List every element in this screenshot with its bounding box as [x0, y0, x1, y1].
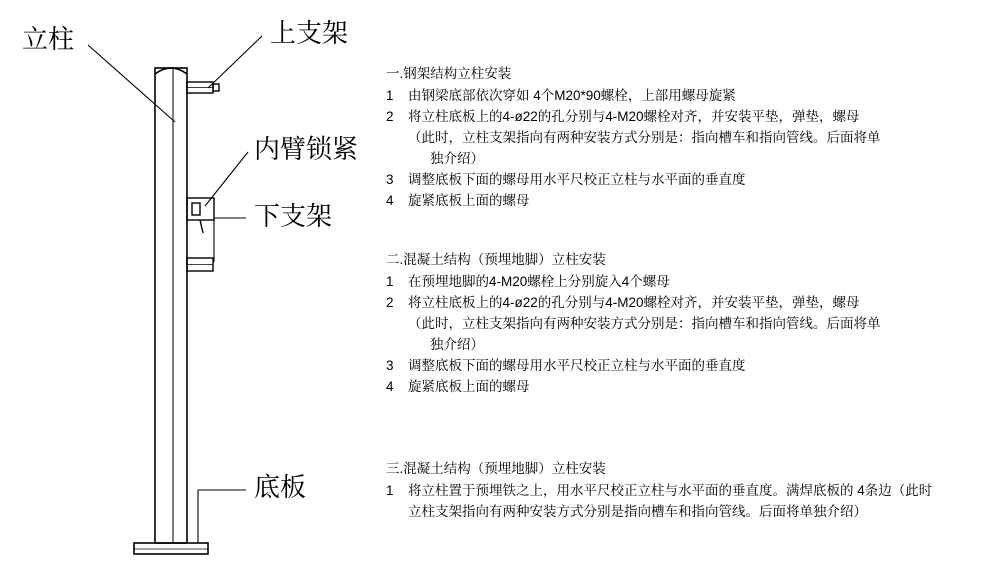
note-block-3	[386, 459, 966, 523]
note-title: 一.钢架结构立柱安装	[386, 66, 512, 81]
note-text: 独介绍）	[430, 337, 484, 353]
label-base-plate: 底板	[254, 472, 307, 502]
note-item	[386, 107, 966, 170]
note-item	[386, 356, 966, 377]
note-text: （此时，立柱支架指向有两种安装方式分别是：指向槽车和指向管线。后面将单	[408, 316, 881, 332]
note-text: 在预埋地脚的4-M20螺栓上分别旋入4个螺母	[408, 274, 670, 290]
note-text: 将立柱底板上的4-ø22的孔分别与4-M20螺栓对齐，并安装平垫，弹垫，螺母	[408, 108, 860, 124]
note-title: 三.混凝土结构（预埋地脚）立柱安装	[386, 460, 606, 476]
note-number: 4	[386, 192, 394, 208]
note-block-2	[386, 250, 966, 397]
label-lower-bracket: 下支架	[254, 201, 333, 231]
installation-notes	[386, 64, 966, 540]
note-text: 独介绍）	[430, 150, 484, 166]
note-number: 3	[386, 358, 394, 374]
note-number: 2	[386, 108, 394, 124]
column-shape	[134, 68, 208, 554]
notes-spacer	[386, 437, 966, 459]
note-text: 立柱支架指向有两种安装方式分别是指向槽车和指向管线。后面将单独介绍）	[408, 503, 867, 519]
label-inner-arm-lock: 内臂锁紧	[254, 134, 359, 164]
notes-spacer	[386, 415, 966, 437]
note-title: 二.混凝土结构（预埋地脚）立柱安装	[386, 252, 606, 268]
note-text: 由钢梁底部依次穿如 4个M20*90螺栓，上部用螺母旋紧	[408, 87, 736, 103]
note-number: 1	[386, 482, 394, 498]
note-item	[386, 86, 966, 107]
note-text: 调整底板下面的螺母用水平尺校正立柱与水平面的垂直度	[408, 171, 746, 187]
note-text: 将立柱置于预埋铁之上，用水平尺校正立柱与水平面的垂直度。满焊底板的 4条边（此时	[408, 482, 933, 498]
upper-bracket-shape	[187, 82, 219, 93]
note-number: 3	[386, 171, 394, 187]
note-item	[386, 170, 966, 191]
note-item	[386, 272, 966, 293]
label-upper-bracket: 上支架	[270, 18, 349, 48]
note-item	[386, 481, 966, 523]
note-number: 1	[386, 274, 394, 290]
leader-lines	[88, 36, 262, 543]
notes-spacer	[386, 228, 966, 250]
note-item	[386, 191, 966, 212]
note-text: 旋紧底板上面的螺母	[408, 378, 530, 394]
note-text: 调整底板下面的螺母用水平尺校正立柱与水平面的垂直度	[408, 358, 746, 374]
note-number: 2	[386, 295, 394, 311]
inner-arm-lock-shape	[187, 198, 214, 233]
note-block-1	[386, 64, 966, 211]
note-item	[386, 293, 966, 356]
label-column: 立柱	[22, 24, 75, 54]
note-number: 4	[386, 378, 394, 394]
note-number: 1	[386, 87, 394, 103]
note-text: （此时，立柱支架指向有两种安装方式分别是：指向槽车和指向管线。后面将单	[408, 129, 881, 145]
note-item	[386, 377, 966, 398]
note-text: 将立柱底板上的4-ø22的孔分别与4-M20螺栓对齐，并安装平垫，弹垫，螺母	[408, 295, 860, 311]
note-text: 旋紧底板上面的螺母	[408, 192, 530, 208]
lower-bracket-shape	[187, 258, 213, 271]
